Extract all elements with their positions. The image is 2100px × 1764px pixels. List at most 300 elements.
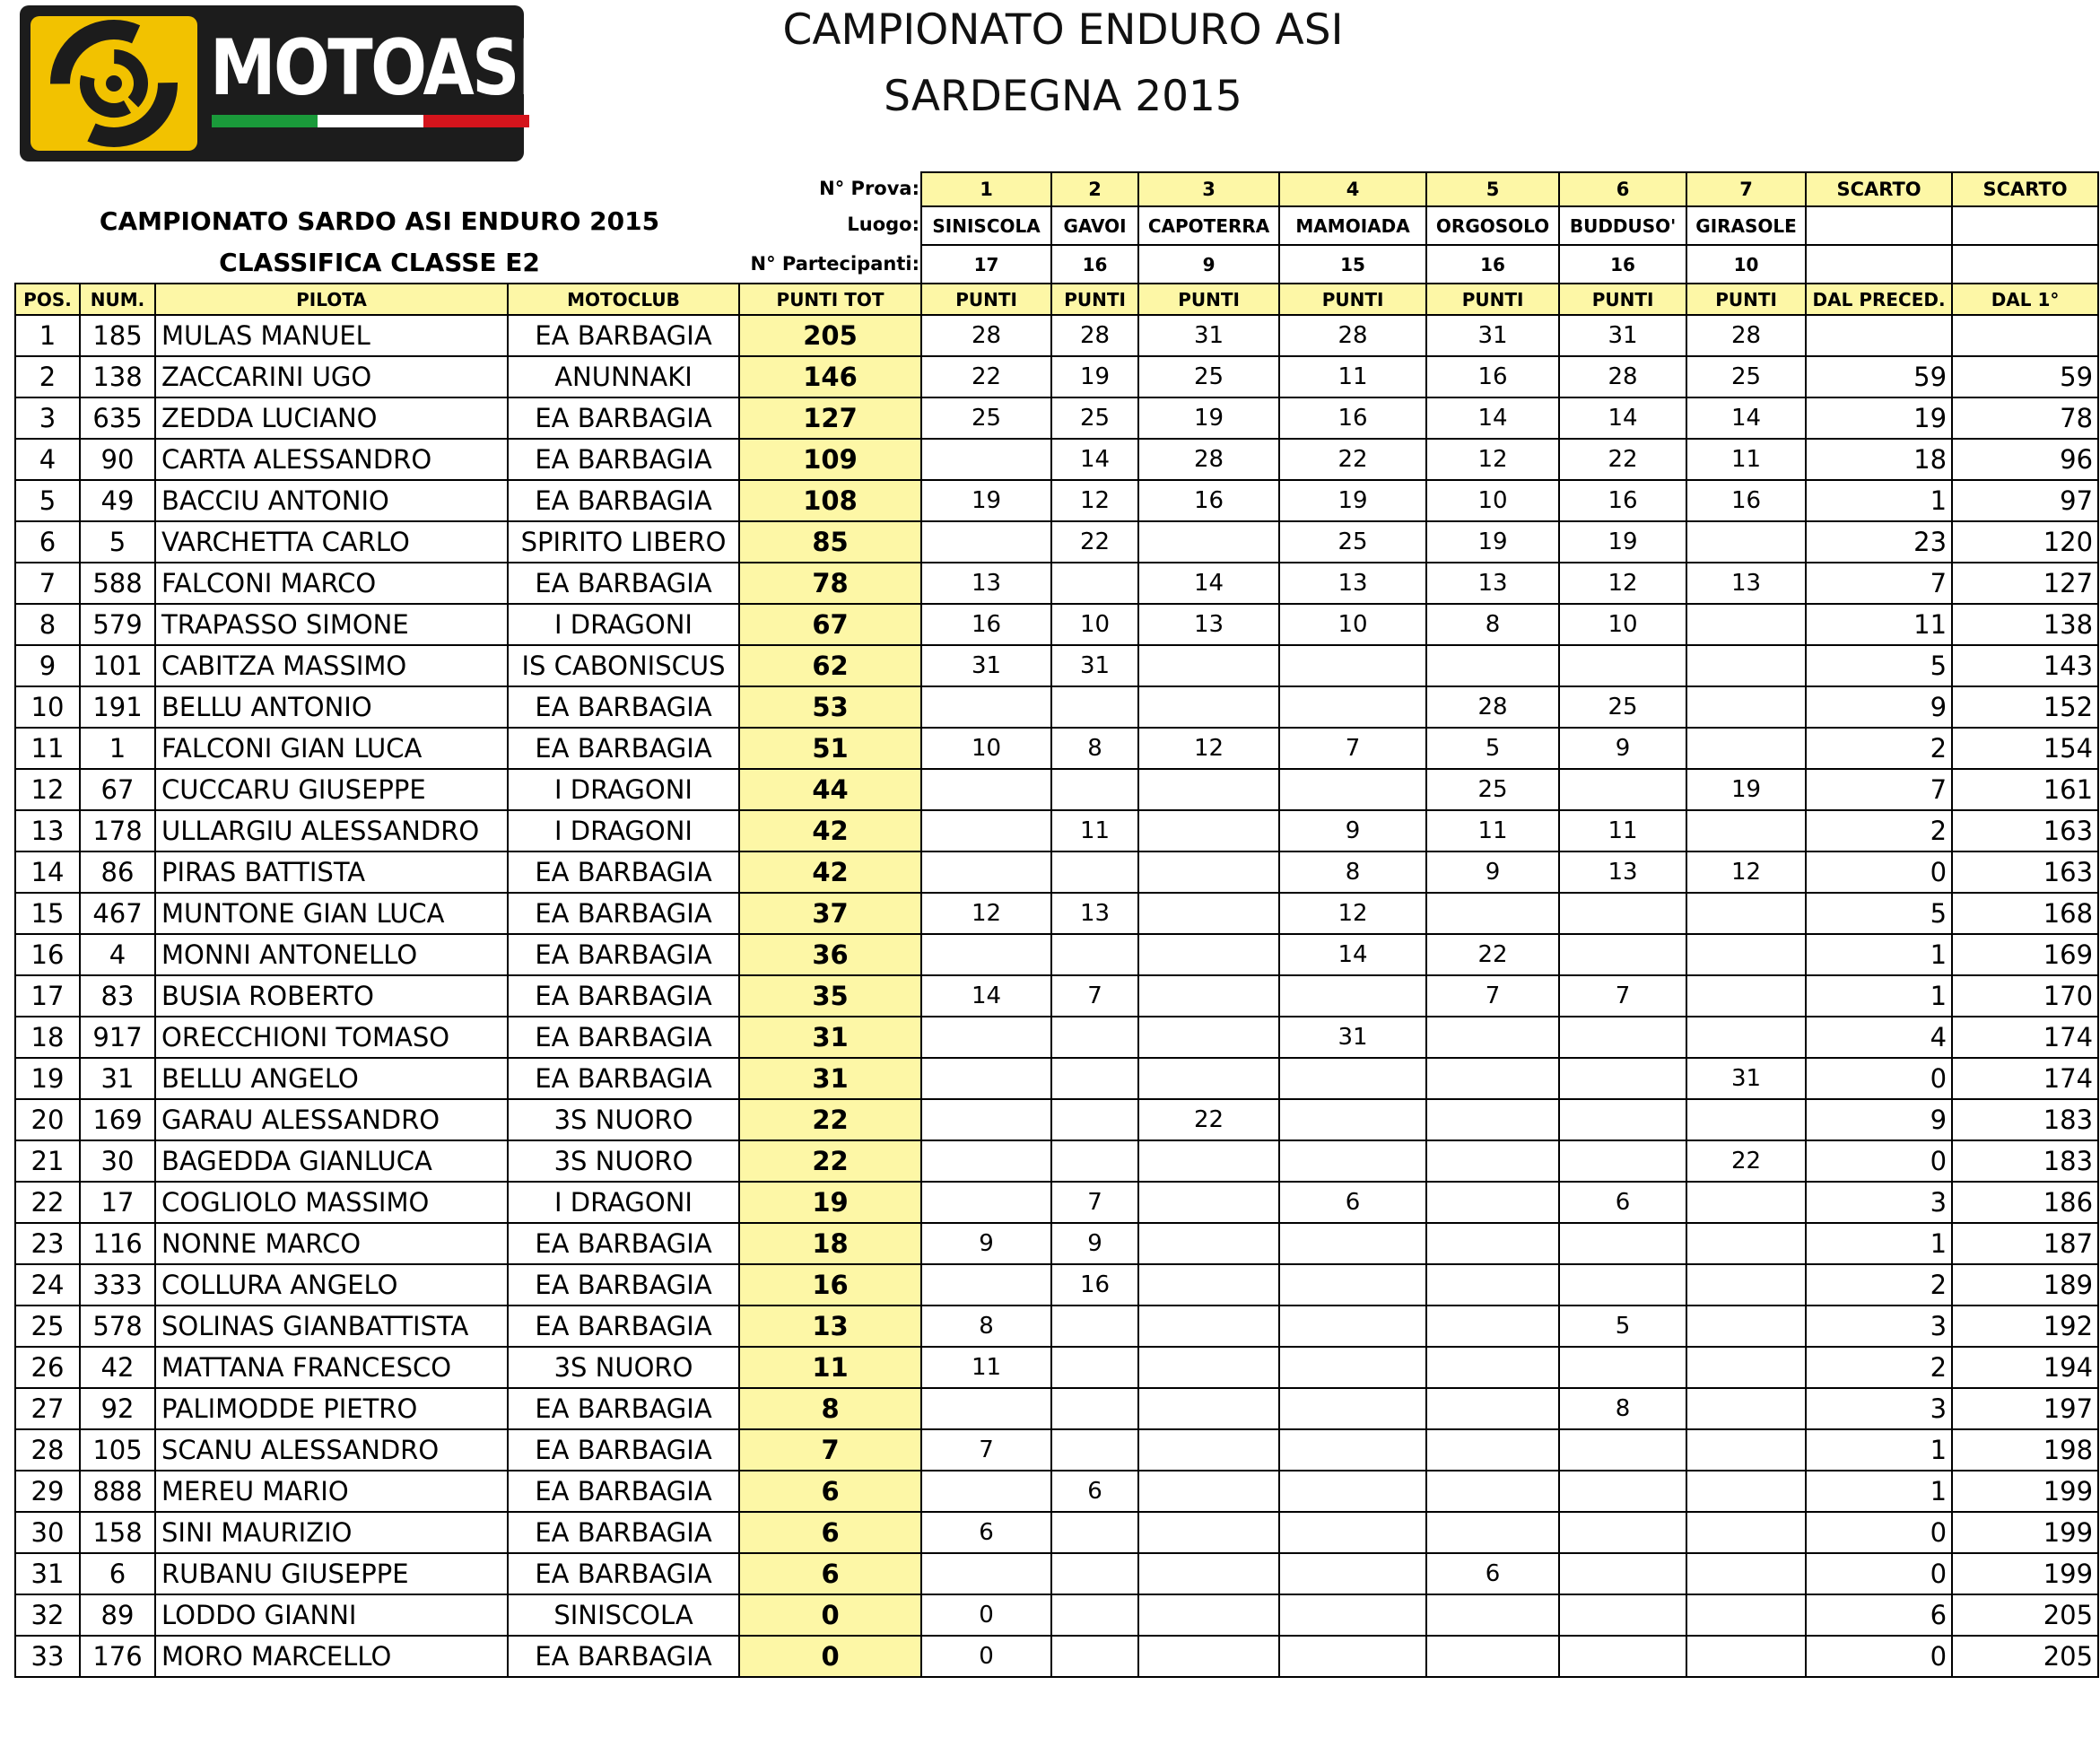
total-points-cell: 31: [739, 1017, 921, 1058]
gap-previous-cell: 23: [1806, 521, 1952, 563]
race-points-cell: 14: [1686, 397, 1806, 439]
gap-leader-cell: 197: [1952, 1388, 2098, 1429]
motoclub-cell: IS CABONISCUS: [508, 645, 739, 686]
race-number-cell: 169: [80, 1099, 155, 1140]
gap-leader-cell: 192: [1952, 1306, 2098, 1347]
gap-leader-cell: 163: [1952, 851, 2098, 893]
race-points-cell: [1686, 1347, 1806, 1388]
race-points-cell: 9: [1426, 851, 1559, 893]
table-row: [15, 1223, 2098, 1264]
gap-previous-cell: 0: [1806, 1553, 1952, 1594]
total-points-cell: 42: [739, 810, 921, 851]
race-points-cell: [1686, 1017, 1806, 1058]
position-cell: 17: [15, 975, 80, 1017]
luogo-row: [15, 206, 2098, 245]
gap-previous-cell: 11: [1806, 604, 1952, 645]
race-points-cell: 8: [1051, 728, 1138, 769]
motoclub-cell: EA BARBAGIA: [508, 1471, 739, 1512]
rider-name-cell: BELLU ANTONIO: [155, 686, 508, 728]
gap-previous-cell: 7: [1806, 769, 1952, 810]
race-points-cell: [1279, 1306, 1426, 1347]
col-header: PUNTI: [1559, 284, 1686, 315]
position-cell: 27: [15, 1388, 80, 1429]
race-points-cell: [1686, 810, 1806, 851]
race-points-cell: [1138, 1553, 1279, 1594]
race-points-cell: 31: [1279, 1017, 1426, 1058]
position-cell: 7: [15, 563, 80, 604]
gap-previous-cell: 1: [1806, 934, 1952, 975]
table-row: [15, 1388, 2098, 1429]
race-points-cell: 19: [1686, 769, 1806, 810]
total-points-cell: 53: [739, 686, 921, 728]
race-points-cell: 28: [1051, 315, 1138, 356]
race-points-cell: 8: [1426, 604, 1559, 645]
race-points-cell: 11: [921, 1347, 1051, 1388]
race-points-cell: [1279, 1058, 1426, 1099]
race-points-cell: [921, 1553, 1051, 1594]
gap-previous-cell: [1806, 315, 1952, 356]
gap-previous-cell: 5: [1806, 645, 1952, 686]
rider-name-cell: SOLINAS GIANBATTISTA: [155, 1306, 508, 1347]
table-row: [15, 893, 2098, 934]
race-points-cell: [1138, 1264, 1279, 1306]
table-row: [15, 480, 2098, 521]
race-points-cell: [1426, 1223, 1559, 1264]
race-points-cell: 14: [1279, 934, 1426, 975]
race-points-cell: [1051, 563, 1138, 604]
race-points-cell: [1686, 1182, 1806, 1223]
gap-leader-cell: 183: [1952, 1140, 2098, 1182]
race-number-cell: 917: [80, 1017, 155, 1058]
gap-previous-cell: 9: [1806, 686, 1952, 728]
col-header: PILOTA: [155, 284, 508, 315]
col-header: PUNTI TOT: [739, 284, 921, 315]
race-points-cell: [1559, 934, 1686, 975]
race-points-cell: [1426, 1306, 1559, 1347]
race-number-cell: 116: [80, 1223, 155, 1264]
race-points-cell: 13: [1686, 563, 1806, 604]
gap-previous-cell: 1: [1806, 975, 1952, 1017]
race-points-cell: 9: [1559, 728, 1686, 769]
position-cell: 5: [15, 480, 80, 521]
race-number-cell: 467: [80, 893, 155, 934]
rider-name-cell: MULAS MANUEL: [155, 315, 508, 356]
gap-previous-cell: 0: [1806, 1512, 1952, 1553]
race-number-cell: 588: [80, 563, 155, 604]
race-points-cell: 9: [1051, 1223, 1138, 1264]
prova-luogo: ORGOSOLO: [1426, 206, 1559, 245]
race-points-cell: [1279, 1140, 1426, 1182]
race-number-cell: 176: [80, 1636, 155, 1677]
gap-previous-cell: 1: [1806, 1429, 1952, 1471]
prova-luogo: MAMOIADA: [1279, 206, 1426, 245]
race-points-cell: [1138, 934, 1279, 975]
gap-previous-cell: 0: [1806, 1058, 1952, 1099]
total-points-cell: 22: [739, 1140, 921, 1182]
race-points-cell: 14: [1426, 397, 1559, 439]
race-points-cell: 16: [1279, 397, 1426, 439]
race-points-cell: [1686, 893, 1806, 934]
rider-name-cell: MORO MARCELLO: [155, 1636, 508, 1677]
race-points-cell: [921, 1264, 1051, 1306]
race-points-cell: [1426, 1512, 1559, 1553]
prova-luogo: GIRASOLE: [1686, 206, 1806, 245]
gap-leader-cell: 194: [1952, 1347, 2098, 1388]
table-row: [15, 1058, 2098, 1099]
table-row: [15, 810, 2098, 851]
total-points-cell: 62: [739, 645, 921, 686]
position-cell: 10: [15, 686, 80, 728]
rider-name-cell: TRAPASSO SIMONE: [155, 604, 508, 645]
total-points-cell: 18: [739, 1223, 921, 1264]
race-points-cell: 31: [1138, 315, 1279, 356]
motoclub-cell: EA BARBAGIA: [508, 1636, 739, 1677]
race-number-cell: 888: [80, 1471, 155, 1512]
race-points-cell: [1279, 1594, 1426, 1636]
table-row: [15, 934, 2098, 975]
race-points-cell: 13: [1279, 563, 1426, 604]
column-header-row: [15, 284, 2098, 315]
race-points-cell: [1279, 1512, 1426, 1553]
prova-luogo: SINISCOLA: [921, 206, 1051, 245]
total-points-cell: 0: [739, 1636, 921, 1677]
race-points-cell: 28: [1426, 686, 1559, 728]
race-points-cell: 22: [1279, 439, 1426, 480]
race-number-cell: 101: [80, 645, 155, 686]
gap-leader-cell: 120: [1952, 521, 2098, 563]
race-points-cell: [1426, 1140, 1559, 1182]
position-cell: 21: [15, 1140, 80, 1182]
race-points-cell: [1426, 1099, 1559, 1140]
race-number-cell: 92: [80, 1388, 155, 1429]
table-row: [15, 1347, 2098, 1388]
race-points-cell: 10: [1559, 604, 1686, 645]
race-number-cell: 1: [80, 728, 155, 769]
race-points-cell: 12: [1051, 480, 1138, 521]
race-points-cell: 5: [1559, 1306, 1686, 1347]
race-points-cell: 16: [1686, 480, 1806, 521]
race-points-cell: [921, 769, 1051, 810]
race-points-cell: [1559, 1140, 1686, 1182]
position-cell: 33: [15, 1636, 80, 1677]
rider-name-cell: MEREU MARIO: [155, 1471, 508, 1512]
race-points-cell: [1559, 1264, 1686, 1306]
race-points-cell: [1686, 934, 1806, 975]
race-points-cell: [1138, 810, 1279, 851]
race-number-cell: 49: [80, 480, 155, 521]
gap-leader-cell: 154: [1952, 728, 2098, 769]
total-points-cell: 31: [739, 1058, 921, 1099]
table-row: [15, 1017, 2098, 1058]
motoclub-cell: EA BARBAGIA: [508, 1017, 739, 1058]
motoclub-cell: EA BARBAGIA: [508, 1429, 739, 1471]
race-points-cell: [1686, 604, 1806, 645]
position-cell: 12: [15, 769, 80, 810]
race-points-cell: 28: [1279, 315, 1426, 356]
race-points-cell: 25: [1138, 356, 1279, 397]
rider-name-cell: PIRAS BATTISTA: [155, 851, 508, 893]
race-points-cell: 7: [921, 1429, 1051, 1471]
prova-num: 6: [1559, 172, 1686, 206]
gap-leader-cell: 163: [1952, 810, 2098, 851]
total-points-cell: 85: [739, 521, 921, 563]
race-points-cell: [1686, 1594, 1806, 1636]
race-points-cell: [1138, 521, 1279, 563]
race-points-cell: 14: [1051, 439, 1138, 480]
race-points-cell: [1138, 1140, 1279, 1182]
race-number-cell: 158: [80, 1512, 155, 1553]
race-points-cell: [1279, 1099, 1426, 1140]
total-points-cell: 35: [739, 975, 921, 1017]
gap-previous-cell: 2: [1806, 1347, 1952, 1388]
motoclub-cell: EA BARBAGIA: [508, 1512, 739, 1553]
col-header: PUNTI: [1686, 284, 1806, 315]
table-row: [15, 645, 2098, 686]
col-header: PUNTI: [921, 284, 1051, 315]
gap-previous-cell: 1: [1806, 1223, 1952, 1264]
gap-leader-cell: 169: [1952, 934, 2098, 975]
race-points-cell: 19: [1426, 521, 1559, 563]
race-points-cell: [1559, 645, 1686, 686]
race-points-cell: 6: [1051, 1471, 1138, 1512]
position-cell: 22: [15, 1182, 80, 1223]
race-points-cell: [1686, 1429, 1806, 1471]
race-points-cell: 31: [1051, 645, 1138, 686]
race-points-cell: [1138, 1388, 1279, 1429]
prova-partecipanti: 15: [1279, 245, 1426, 284]
race-points-cell: 12: [1138, 728, 1279, 769]
race-points-cell: 22: [921, 356, 1051, 397]
race-points-cell: [1426, 1429, 1559, 1471]
label-partecipanti: N° Partecipanti:: [750, 253, 919, 275]
total-points-cell: 67: [739, 604, 921, 645]
race-points-cell: 9: [1279, 810, 1426, 851]
motoclub-cell: EA BARBAGIA: [508, 397, 739, 439]
race-points-cell: 8: [1279, 851, 1426, 893]
race-points-cell: [1138, 1594, 1279, 1636]
gap-previous-cell: 5: [1806, 893, 1952, 934]
race-points-cell: [1279, 975, 1426, 1017]
race-points-cell: 7: [1559, 975, 1686, 1017]
race-points-cell: 14: [921, 975, 1051, 1017]
race-points-cell: 25: [1686, 356, 1806, 397]
race-points-cell: [1559, 893, 1686, 934]
race-points-cell: [1686, 645, 1806, 686]
motoclub-cell: EA BARBAGIA: [508, 1223, 739, 1264]
rider-name-cell: CUCCARU GIUSEPPE: [155, 769, 508, 810]
position-cell: 9: [15, 645, 80, 686]
race-points-cell: [1051, 1553, 1138, 1594]
gap-leader-cell: 205: [1952, 1594, 2098, 1636]
prova-luogo: GAVOI: [1051, 206, 1138, 245]
col-header: PUNTI: [1051, 284, 1138, 315]
race-points-cell: 6: [921, 1512, 1051, 1553]
table-row: [15, 686, 2098, 728]
gap-leader-cell: 174: [1952, 1058, 2098, 1099]
race-points-cell: [1426, 1182, 1559, 1223]
rider-name-cell: MATTANA FRANCESCO: [155, 1347, 508, 1388]
race-points-cell: [1279, 1347, 1426, 1388]
race-points-cell: [1279, 1429, 1426, 1471]
rider-name-cell: ZEDDA LUCIANO: [155, 397, 508, 439]
col-header: MOTOCLUB: [508, 284, 739, 315]
race-points-cell: [1138, 893, 1279, 934]
gap-leader-cell: 170: [1952, 975, 2098, 1017]
gap-previous-cell: 0: [1806, 1140, 1952, 1182]
total-points-cell: 146: [739, 356, 921, 397]
race-points-cell: [1051, 1306, 1138, 1347]
table-row: [15, 1306, 2098, 1347]
race-points-cell: 25: [921, 397, 1051, 439]
race-points-cell: [921, 934, 1051, 975]
rider-name-cell: CABITZA MASSIMO: [155, 645, 508, 686]
race-points-cell: [921, 1471, 1051, 1512]
race-points-cell: [1051, 1058, 1138, 1099]
position-cell: 25: [15, 1306, 80, 1347]
position-cell: 15: [15, 893, 80, 934]
gap-leader-cell: 78: [1952, 397, 2098, 439]
race-points-cell: [1559, 1099, 1686, 1140]
total-points-cell: 19: [739, 1182, 921, 1223]
motoclub-cell: EA BARBAGIA: [508, 686, 739, 728]
race-points-cell: [1051, 1099, 1138, 1140]
race-points-cell: 0: [921, 1636, 1051, 1677]
race-points-cell: 11: [1426, 810, 1559, 851]
gap-previous-cell: 1: [1806, 1471, 1952, 1512]
race-number-cell: 178: [80, 810, 155, 851]
total-points-cell: 0: [739, 1594, 921, 1636]
rider-name-cell: SCANU ALESSANDRO: [155, 1429, 508, 1471]
motoclub-cell: EA BARBAGIA: [508, 934, 739, 975]
race-points-cell: [1138, 1182, 1279, 1223]
gap-leader-cell: 161: [1952, 769, 2098, 810]
prova-num: 4: [1279, 172, 1426, 206]
position-cell: 1: [15, 315, 80, 356]
rider-name-cell: MONNI ANTONELLO: [155, 934, 508, 975]
prova-partecipanti: 16: [1559, 245, 1686, 284]
race-points-cell: 14: [1559, 397, 1686, 439]
motoclub-cell: I DRAGONI: [508, 604, 739, 645]
race-points-cell: 0: [921, 1594, 1051, 1636]
italian-flag-stripe: [212, 115, 535, 127]
gap-previous-cell: 19: [1806, 397, 1952, 439]
gap-leader-cell: 127: [1952, 563, 2098, 604]
race-points-cell: [1279, 1553, 1426, 1594]
rider-name-cell: FALCONI GIAN LUCA: [155, 728, 508, 769]
race-points-cell: [1051, 1512, 1138, 1553]
race-points-cell: [1138, 1017, 1279, 1058]
gap-leader-cell: 199: [1952, 1471, 2098, 1512]
race-points-cell: 6: [1559, 1182, 1686, 1223]
total-points-cell: 11: [739, 1347, 921, 1388]
race-points-cell: 13: [1559, 851, 1686, 893]
race-points-cell: 13: [1138, 604, 1279, 645]
total-points-cell: 205: [739, 315, 921, 356]
table-row: [15, 521, 2098, 563]
motoclub-cell: EA BARBAGIA: [508, 1388, 739, 1429]
gap-leader-cell: 183: [1952, 1099, 2098, 1140]
total-points-cell: 42: [739, 851, 921, 893]
rider-name-cell: BELLU ANGELO: [155, 1058, 508, 1099]
race-points-cell: 22: [1138, 1099, 1279, 1140]
motoclub-cell: SINISCOLA: [508, 1594, 739, 1636]
gap-previous-cell: 9: [1806, 1099, 1952, 1140]
position-cell: 24: [15, 1264, 80, 1306]
race-points-cell: [921, 851, 1051, 893]
table-row: [15, 356, 2098, 397]
race-points-cell: [1138, 686, 1279, 728]
race-points-cell: [1279, 1223, 1426, 1264]
motoclub-cell: I DRAGONI: [508, 810, 739, 851]
motoclub-cell: ANUNNAKI: [508, 356, 739, 397]
position-cell: 4: [15, 439, 80, 480]
motoclub-cell: I DRAGONI: [508, 1182, 739, 1223]
gap-leader-cell: 174: [1952, 1017, 2098, 1058]
race-points-cell: 10: [921, 728, 1051, 769]
race-points-cell: 13: [921, 563, 1051, 604]
race-points-cell: [1051, 934, 1138, 975]
motoclub-cell: EA BARBAGIA: [508, 1306, 739, 1347]
swirl-logo-icon: [30, 16, 197, 151]
table-row: [15, 851, 2098, 893]
motoclub-cell: EA BARBAGIA: [508, 851, 739, 893]
race-points-cell: [921, 1388, 1051, 1429]
race-number-cell: 333: [80, 1264, 155, 1306]
race-points-cell: 16: [921, 604, 1051, 645]
race-points-cell: 19: [1138, 397, 1279, 439]
col-header: PUNTI: [1426, 284, 1559, 315]
rider-name-cell: COGLIOLO MASSIMO: [155, 1182, 508, 1223]
gap-leader-cell: 143: [1952, 645, 2098, 686]
championship-subtitle: CAMPIONATO SARDO ASI ENDURO 2015: [99, 206, 660, 236]
total-points-cell: 44: [739, 769, 921, 810]
table-row: [15, 1594, 2098, 1636]
race-points-cell: [1559, 1594, 1686, 1636]
race-points-cell: 12: [1279, 893, 1426, 934]
race-points-cell: [1559, 1058, 1686, 1099]
race-points-cell: [1138, 851, 1279, 893]
total-points-cell: 6: [739, 1471, 921, 1512]
race-points-cell: 14: [1138, 563, 1279, 604]
race-points-cell: [1138, 1429, 1279, 1471]
race-points-cell: 28: [1138, 439, 1279, 480]
table-row: [15, 439, 2098, 480]
prova-num: 3: [1138, 172, 1279, 206]
gap-leader-cell: 186: [1952, 1182, 2098, 1223]
race-points-cell: 7: [1279, 728, 1426, 769]
race-points-cell: 7: [1051, 975, 1138, 1017]
race-points-cell: [1051, 1388, 1138, 1429]
rider-name-cell: VARCHETTA CARLO: [155, 521, 508, 563]
motoclub-cell: 3S NUORO: [508, 1140, 739, 1182]
position-cell: 19: [15, 1058, 80, 1099]
race-points-cell: 10: [1051, 604, 1138, 645]
gap-previous-cell: 2: [1806, 810, 1952, 851]
race-points-cell: 11: [1051, 810, 1138, 851]
position-cell: 2: [15, 356, 80, 397]
prova-luogo: CAPOTERRA: [1138, 206, 1279, 245]
race-points-cell: 22: [1426, 934, 1559, 975]
race-points-cell: [1138, 645, 1279, 686]
race-points-cell: [1279, 769, 1426, 810]
race-points-cell: [1686, 1306, 1806, 1347]
race-points-cell: 31: [1426, 315, 1559, 356]
race-points-cell: 31: [1559, 315, 1686, 356]
col-header: NUM.: [80, 284, 155, 315]
race-points-cell: [1426, 1388, 1559, 1429]
race-points-cell: [1138, 1636, 1279, 1677]
race-points-cell: 6: [1426, 1553, 1559, 1594]
